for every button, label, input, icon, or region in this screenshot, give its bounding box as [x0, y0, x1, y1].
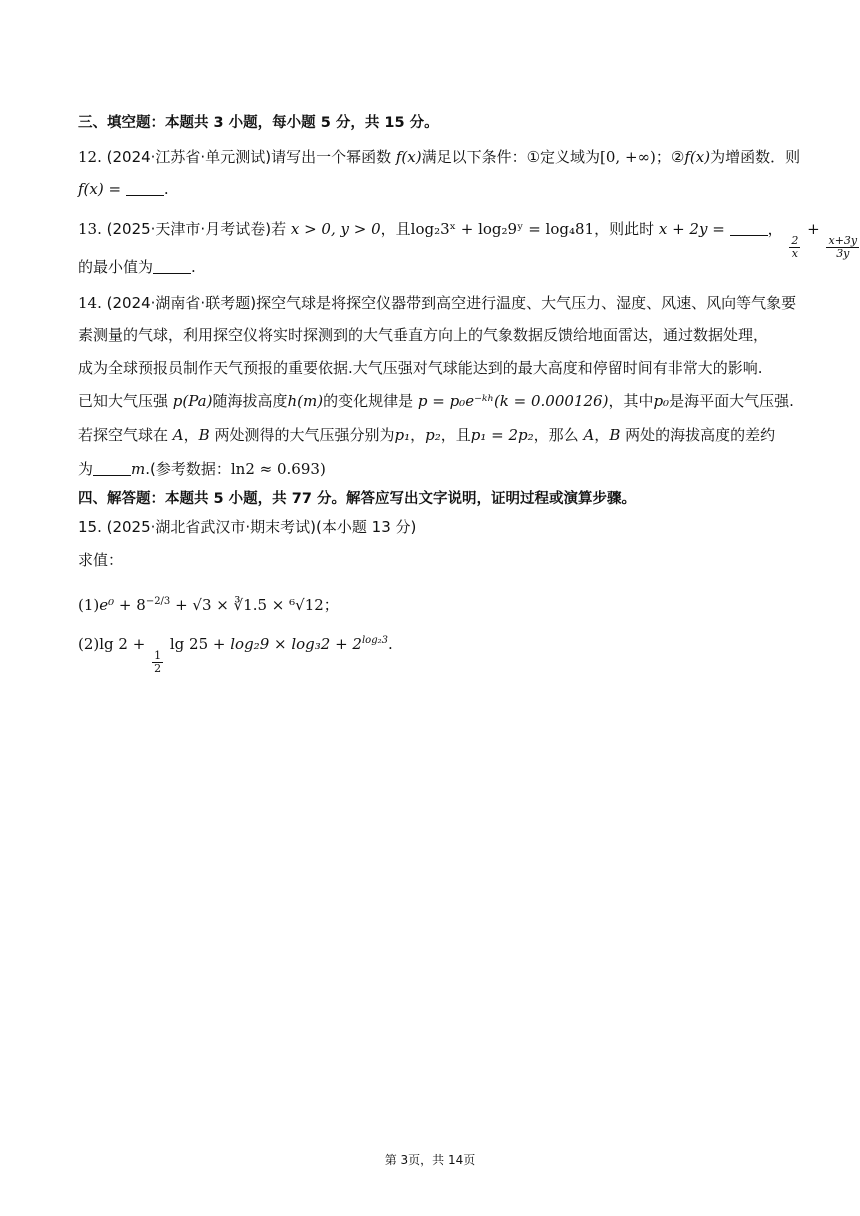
- part-label: (1): [78, 596, 100, 614]
- math-point-b: B: [198, 426, 210, 444]
- answer-blank: [93, 461, 131, 476]
- fraction-one-half: [152, 650, 163, 675]
- question-text: 已知大气压强: [78, 392, 169, 410]
- question-number: 12.: [78, 148, 102, 166]
- section-heading-fill-in: 三、填空题：本题共 3 小题，每小题 5 分，共 15 分。: [78, 115, 439, 131]
- question-text: 若探空气球在: [78, 426, 169, 444]
- math-term: + √3 × ∛1.5 × ⁶√12；: [175, 596, 339, 614]
- page-footer: 第 3页，共 14页: [384, 1153, 476, 1167]
- question-14-line-5: 若探空气球在 A，B 两处测得的大气压强分别为p₁，p₂，且p₁ = 2p₂，那么 A，B 两处的海拔高度的差约: [78, 426, 776, 444]
- math-k-value: (k = 0.000126): [493, 392, 609, 410]
- question-14-line-6: [78, 458, 800, 480]
- question-source: (2024·江苏省·单元测试): [106, 148, 272, 166]
- question-source: (2025·天津市·月考试卷): [106, 220, 272, 238]
- question-12-line-2: [78, 178, 800, 200]
- numerator: 2: [791, 234, 799, 247]
- question-text: ，那么: [533, 426, 579, 444]
- question-text: 的变化规律是: [323, 392, 414, 410]
- math-exponent: log₂3: [361, 635, 388, 646]
- punctuation: .: [191, 258, 196, 276]
- question-text: 若: [271, 220, 287, 238]
- question-15-header: 15. (2025·湖北省武汉市·期末考试)(本小题 13 分): [78, 518, 417, 536]
- question-15-prompt: 求值：: [78, 551, 124, 569]
- section-heading-answer: 四、解答题：本题共 5 小题，共 77 分。解答应写出文字说明，证明过程或演算步骤。: [78, 491, 636, 507]
- math-fx: f(x): [395, 148, 422, 166]
- math-fx: f(x): [684, 148, 711, 166]
- math-reference: ln2 ≈ 0.693: [230, 460, 320, 478]
- punctuation: ): [319, 460, 326, 478]
- numerator: x+3y: [828, 234, 858, 247]
- math-term: lg 2 +: [99, 635, 146, 653]
- math-p2: p₂: [425, 426, 441, 444]
- denominator: x: [791, 247, 798, 260]
- answer-prefix: f(x) =: [78, 180, 122, 198]
- question-text: 为: [78, 460, 94, 478]
- denominator: 2: [154, 662, 162, 675]
- question-text: 是海平面大气压强.: [669, 392, 794, 410]
- question-13-line-1: 13. (2025·天津市·月考试卷)若 x > 0, y > 0，且log₂3ˣ + log₂9ʸ = log₄81，则此时 x + 2y = ， $\frac{2}{x}$ + $\frac{x+3y}{3y}$: [78, 220, 858, 260]
- math-domain: [0, +∞): [600, 148, 656, 166]
- math-exponent: −2/3: [145, 596, 171, 607]
- answer-blank: [730, 221, 768, 236]
- numerator: 1: [154, 649, 162, 662]
- punctuation: .: [387, 635, 393, 653]
- question-12-line-1: [78, 146, 800, 168]
- math-relation: p₁ = 2p₂: [470, 426, 534, 444]
- question-number: 14.: [78, 294, 102, 312]
- question-15-part-2: [78, 633, 800, 675]
- question-15-part-1: [78, 594, 800, 616]
- question-text: 两处测得的大气压强分别为: [214, 426, 395, 444]
- question-text: 满足以下条件：①定义域为: [421, 148, 601, 166]
- question-text: .(参考数据：: [145, 460, 231, 478]
- answer-blank: [126, 181, 164, 196]
- math-term: lg 25 +: [169, 635, 226, 653]
- math-expression: x + 2y =: [658, 220, 725, 238]
- part-label: (2): [78, 635, 100, 653]
- math-point-a: A: [583, 426, 595, 444]
- math-formula: p = p₀e⁻ᵏʰ: [417, 392, 494, 410]
- math-pressure: p(Pa): [172, 392, 213, 410]
- question-number: 13.: [78, 220, 102, 238]
- question-14-line-4: [78, 390, 800, 412]
- math-e0: e⁰: [99, 596, 115, 614]
- question-14-line-1: [78, 292, 800, 314]
- question-text: ，其中: [608, 392, 654, 410]
- question-text: ，且: [380, 220, 411, 238]
- question-14-line-3: 成为全球预报员制作天气预报的重要依据.大气压强对气球能达到的最大高度和停留时间有非常大的影响.: [78, 359, 763, 377]
- answer-blank: [153, 259, 191, 274]
- question-text: 请写出一个幂函数: [271, 148, 392, 166]
- math-p0: p₀: [653, 392, 670, 410]
- denominator: 3y: [836, 247, 850, 260]
- math-height: h(m): [287, 392, 324, 410]
- math-point-b: B: [609, 426, 621, 444]
- question-text: ，则此时: [594, 220, 655, 238]
- question-text: ，且: [440, 426, 471, 444]
- question-text: 为增函数．则: [710, 148, 801, 166]
- question-14-line-2: 素测量的气球，利用探空仪将实时探测到的大气垂直方向上的气象数据反馈给地面雷达，通过数据处理，: [78, 326, 769, 344]
- fraction-x3y-over-3y: [826, 235, 859, 260]
- question-source: (2024·湖南省·联考题): [106, 294, 257, 312]
- math-condition: x > 0, y > 0: [290, 220, 381, 238]
- math-term: + 8: [118, 596, 146, 614]
- question-13-line-2: [78, 256, 800, 278]
- question-text: 两处的海拔高度的差约: [625, 426, 776, 444]
- plus-sign: +: [807, 220, 820, 238]
- math-point-a: A: [172, 426, 184, 444]
- question-text: 探空气球是将探空仪器带到高空进行温度、大气压力、湿度、风速、风向等气象要: [256, 294, 797, 312]
- punctuation: .: [163, 180, 169, 198]
- math-term: log₂9 × log₃2 + 2: [230, 635, 362, 653]
- math-unit: m: [131, 460, 146, 478]
- question-text: ；②: [655, 148, 685, 166]
- question-text: 的最小值为: [78, 258, 154, 276]
- question-text: 随海拔高度: [212, 392, 288, 410]
- math-p1: p₁: [394, 426, 411, 444]
- math-equation: log₂3ˣ + log₂9ʸ = log₄81: [410, 220, 595, 238]
